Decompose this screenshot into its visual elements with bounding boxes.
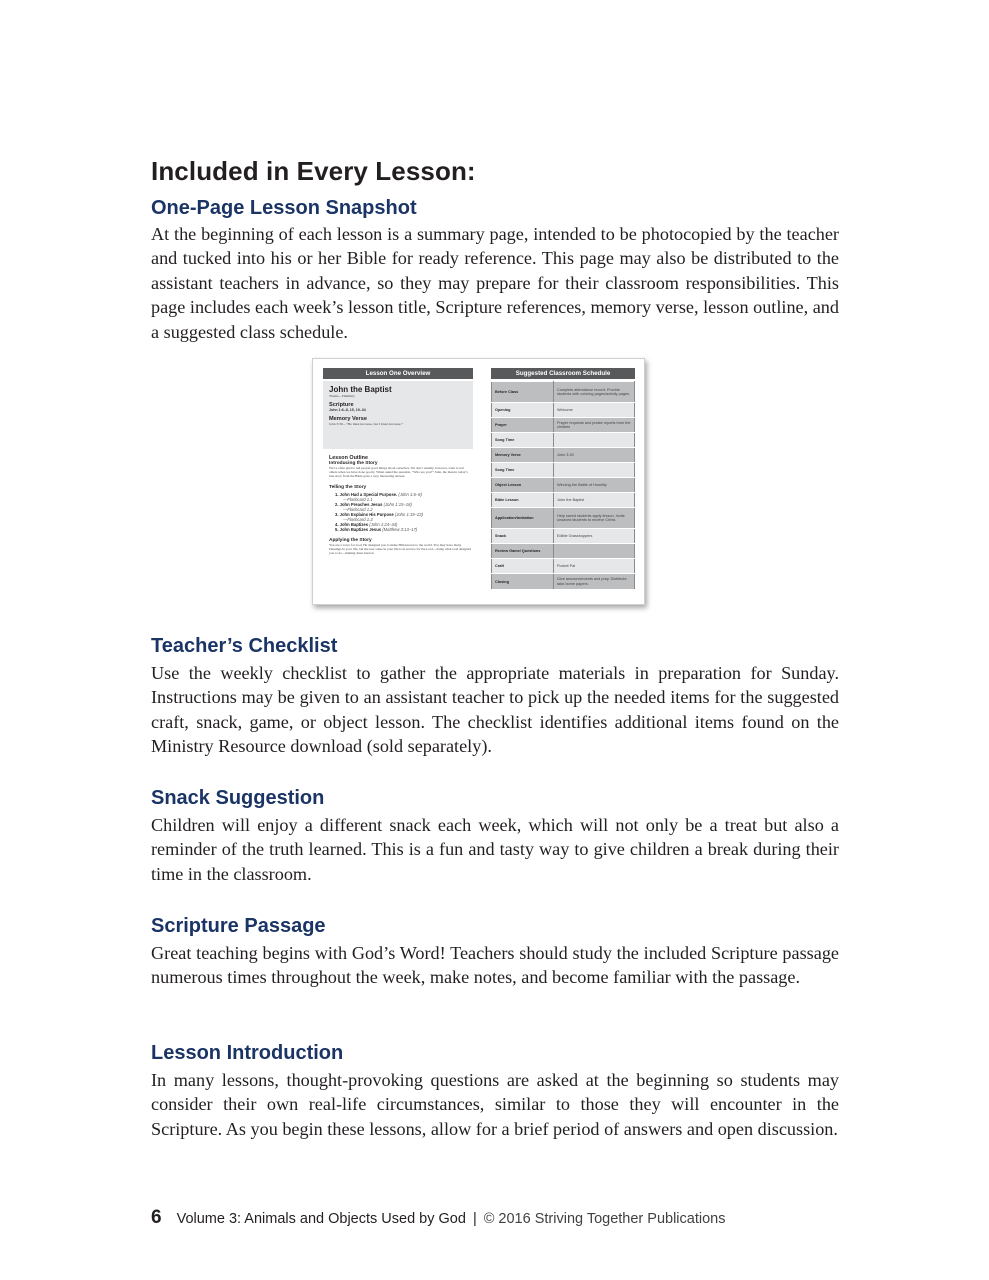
schedule-value: John the Baptist <box>554 493 635 508</box>
schedule-key: Review Game/ Questions <box>492 544 554 559</box>
body-scripture-passage: Great teaching begins with God’s Word! Teachers should study the included Scripture passage numerous times throughout the week, make notes, and become familiar with the passage. <box>151 943 839 988</box>
schedule-value <box>554 463 635 478</box>
item-number: 4. <box>335 521 339 527</box>
heading-teachers-checklist: Teacher’s Checklist <box>151 635 338 657</box>
intro-text: We’re often glad to tell people good things about ourselves. We don’t usually, however, want to tell others when we have done poorly. When asked the question, “Who are you?” John, the man in today’s true story from the Bible gave a very interesting answer. <box>329 466 468 479</box>
body-lesson-snapshot: At the beginning of each lesson is a summary page, intended to be photocopied by the teacher and tucked into his or her Bible for ready reference. This page may also be distributed to the assistant teachers in advance, so they may prepare for their classroom responsibilities. This page includes each week’s lesson title, Scripture references, memory verse, lesson outline, and a suggested class schedule. <box>151 224 839 342</box>
heading-lesson-introduction: Lesson Introduction <box>151 1042 344 1064</box>
telling-item <box>335 492 473 502</box>
schedule-row <box>492 529 635 544</box>
body-teachers-checklist: Use the weekly checklist to gather the appropriate materials in preparation for Sunday. Instructions may be given to an assistant teacher to pick up the needed items for the suggested craft, snack, game, or object lesson. The checklist identifies additional items found on the Ministry Resource download (sold separately). <box>151 663 839 757</box>
heading-snack-suggestion: Snack Suggestion <box>151 787 325 809</box>
schedule-header: Suggested Classroom Schedule <box>491 368 635 379</box>
item-title: John Explains His Purpose <box>339 511 394 517</box>
schedule-row <box>492 418 635 433</box>
schedule-key: Opening <box>492 403 554 418</box>
page-title: Included in Every Lesson: <box>151 156 476 186</box>
schedule-value: Edible Grasshoppers <box>554 529 635 544</box>
scripture-ref: John 1:6–8, 15, 19–34 <box>329 408 366 412</box>
overview-summary-box <box>323 381 473 449</box>
intro-label: Introducing the Story <box>329 461 378 466</box>
schedule-value: Give announcements and pray. Distribute take-home papers. <box>554 574 635 590</box>
schedule-key: Memory Verse <box>492 448 554 463</box>
item-number: 5. <box>335 526 339 532</box>
schedule-row <box>492 448 635 463</box>
item-title: John Had a Special Purpose. <box>339 491 398 497</box>
schedule-key: Prayer <box>492 418 554 433</box>
applying-label: Applying the Story <box>329 537 372 543</box>
schedule-key: Object Lesson <box>492 478 554 493</box>
telling-label: Telling the Story <box>329 484 367 490</box>
item-flashcard: —Flashcard 1.2 <box>343 506 373 512</box>
item-title: John Baptizes <box>339 521 369 527</box>
volume-title: Volume 3: Animals and Objects Used by God <box>176 1211 466 1227</box>
schedule-value: Pocket Pal <box>554 559 635 574</box>
classroom-schedule-panel <box>491 368 635 590</box>
schedule-table <box>491 381 635 590</box>
schedule-key: Bible Lesson <box>492 493 554 508</box>
applying-text: You are a voice for God. He designed you to make Him known to the world. You may have many blessings in your life, but the true value in your life is in service for the Lord—doing what God designed you to do—making Jesus known. <box>329 542 471 556</box>
item-number: 3. <box>335 511 339 517</box>
item-ref: (John 1:6–8) <box>398 491 422 497</box>
memory-verse-label: Memory Verse <box>329 416 367 422</box>
item-ref: (John 1:24–34) <box>369 521 398 527</box>
item-ref: (John 1:15–18) <box>383 501 412 507</box>
lesson-theme: Theme—Humility <box>329 394 355 398</box>
lesson-overview-panel <box>323 368 473 555</box>
schedule-row <box>492 382 635 403</box>
heading-lesson-snapshot: One-Page Lesson Snapshot <box>151 197 417 219</box>
telling-list <box>323 492 473 532</box>
body-lesson-introduction: In many lessons, thought-provoking questions are asked at the beginning so students may consider their own real-life circumstances, similar to those they will encounter in the Scripture. As you begin these lessons, allow for a brief period of answers and open discussion. <box>151 1070 839 1139</box>
scripture-label: Scripture <box>329 402 354 408</box>
schedule-value: Winning the Battle of Humility <box>554 478 635 493</box>
item-flashcard: —Flashcard 1.3 <box>343 516 373 522</box>
schedule-key: Song Time <box>492 433 554 448</box>
footer-separator: | <box>472 1211 477 1227</box>
item-number: 2. <box>335 501 339 507</box>
schedule-row <box>492 559 635 574</box>
item-title: John Preaches Jesus <box>339 501 383 507</box>
schedule-key: Closing <box>492 574 554 590</box>
schedule-row <box>492 463 635 478</box>
schedule-row <box>492 478 635 493</box>
schedule-value <box>554 433 635 448</box>
item-number: 1. <box>335 491 339 497</box>
schedule-key: Craft <box>492 559 554 574</box>
telling-item <box>335 512 473 522</box>
schedule-value: Complete attendance record. Provide students with coloring pages/activity pages. <box>554 382 635 403</box>
page-footer <box>151 1207 725 1229</box>
schedule-key: Snack <box>492 529 554 544</box>
schedule-value: John 3:30 <box>554 448 635 463</box>
schedule-value: Help saved students apply lesson. Invite unsaved students to receive Christ. <box>554 508 635 529</box>
schedule-row <box>492 403 635 418</box>
page-number: 6 <box>151 1207 162 1228</box>
outline-label: Lesson Outline <box>329 455 368 461</box>
overview-header: Lesson One Overview <box>323 368 473 379</box>
item-flashcard: —Flashcard 1.1 <box>343 496 373 502</box>
schedule-value <box>554 544 635 559</box>
item-ref: (Matthew 3:13–17) <box>382 526 418 532</box>
memory-verse-ref: John 3:30—“He must increase, but I must decrease.” <box>329 422 404 426</box>
heading-scripture-passage: Scripture Passage <box>151 915 326 937</box>
item-title: John Baptizes Jesus <box>339 526 382 532</box>
schedule-value: Welcome <box>554 403 635 418</box>
item-ref: (John 1:19–23) <box>394 511 424 517</box>
schedule-row <box>492 508 635 529</box>
schedule-key: Application/Invitation <box>492 508 554 529</box>
body-snack-suggestion: Children will enjoy a different snack each week, which will not only be a treat but also a reminder of the truth learned. This is a fun and tasty way to give children a break during their time in the classroom. <box>151 815 839 884</box>
telling-item <box>335 502 473 512</box>
schedule-row <box>492 544 635 559</box>
schedule-row <box>492 433 635 448</box>
schedule-row <box>492 493 635 508</box>
copyright: © 2016 Striving Together Publications <box>483 1211 726 1227</box>
lesson-snapshot-figure <box>312 358 645 605</box>
lesson-title: John the Baptist <box>329 385 392 394</box>
schedule-value: Prayer requests and praise reports from the children <box>554 418 635 433</box>
schedule-key: Song Time <box>492 463 554 478</box>
schedule-row <box>492 574 635 590</box>
telling-item <box>335 527 473 532</box>
schedule-key: Before Class <box>492 382 554 403</box>
